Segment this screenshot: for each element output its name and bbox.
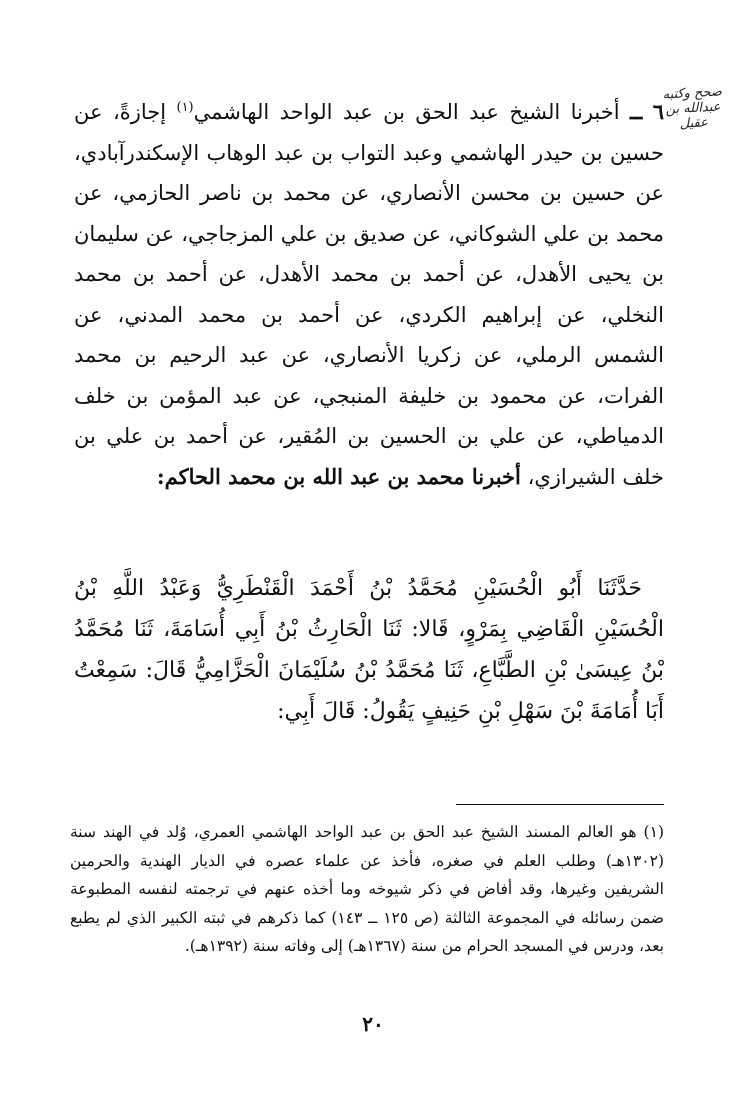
hadith-text [74, 568, 664, 732]
handwritten-margin-note: صحح وكتبه عبدالله بن عقيل [662, 84, 723, 132]
footnote [70, 818, 664, 961]
entry-paragraph [74, 88, 664, 497]
page-number: ٢٠ [362, 1012, 384, 1036]
footnote-reference[interactable]: (١) [176, 100, 194, 115]
entry-after-ref: إجازةً، [112, 100, 167, 124]
isnad-chain: عن حسين بن حيدر الهاشمي وعبد التواب بن عبد الوهاب الإسكندرآبادي، عن حسين بن محسن الأنصاري، عن محمد بن ناصر الحازمي، عن محمد بن علي الشوكاني، عن صديق بن علي المزجاجي، عن سليمان بن يحيى الأهدل، عن أحمد بن محمد الأهدل، عن أحمد بن محمد النخلي، عن إبراهيم الكردي، عن أحمد بن محمد المدني، عن الشمس الرملي، عن زكريا الأنصاري، عن عبد الرحيم بن محمد الفرات، عن محمود بن خليفة المنبجي، عن عبد المؤمن بن خلف الدمياطي، عن علي بن الحسين بن المُقير، عن أحمد بن علي بن خلف الشيرازي، [74, 100, 664, 489]
main-text [74, 88, 664, 497]
entry-dash: ــ [630, 99, 643, 124]
entry-number: ٦ [652, 99, 664, 124]
isnad-bold-tail: أخبرنا محمد بن عبد الله بن محمد الحاكم: [156, 463, 521, 489]
footnote-text: (١) هو العالم المسند الشيخ عبد الحق بن عبد الواحد الهاشمي العمري، وُلد في الهند سنة (١٣٠٢هـ) وطلب العلم في صغره، فأخذ عن علماء عصره في الديار الهندية والحرمين الشريفين وغيرها، وقد أفاض في ذكر شيوخه وما أخذه عنهم في ترجمته لنفسه المطبوعة ضمن رسائله في المجموعة الثالثة (ص ١٢٥ ــ ١٤٣) كما ذكرهم في ثبته الكبير الذي لم يطبع بعد، ودرس في المسجد الحرام من سنة (١٣٦٧هـ) إلى وفاته سنة (١٣٩٢هـ). [70, 823, 664, 955]
entry-lead: أخبرنا الشيخ عبد الحق بن عبد الواحد الهاشمي [193, 100, 620, 124]
footnote-separator [456, 804, 664, 805]
hadith-paragraph: حَدَّثَنَا أَبُو الْحُسَيْنِ مُحَمَّدُ بْنُ أَحْمَدَ الْقَنْطَرِيُّ وَعَبْدُ اللَّهِ بْنُ الْحُسَيْنِ الْقَاضِي بِمَرْوٍ، قَالا: ثَنَا الْحَارِثُ بْنُ أَبِي أُسَامَةَ، ثَنَا مُحَمَّدُ بْنُ عِيسَىٰ بْنِ الطَّبَّاعِ، ثَنَا مُحَمَّدُ بْنُ سُلَيْمَانَ الْحَزَّامِيُّ قَالَ: سَمِعْتُ أَبَا أُمَامَةَ بْنَ سَهْلِ بْنِ حَنِيفٍ يَقُولُ: قَالَ أَبِي: [74, 576, 664, 724]
